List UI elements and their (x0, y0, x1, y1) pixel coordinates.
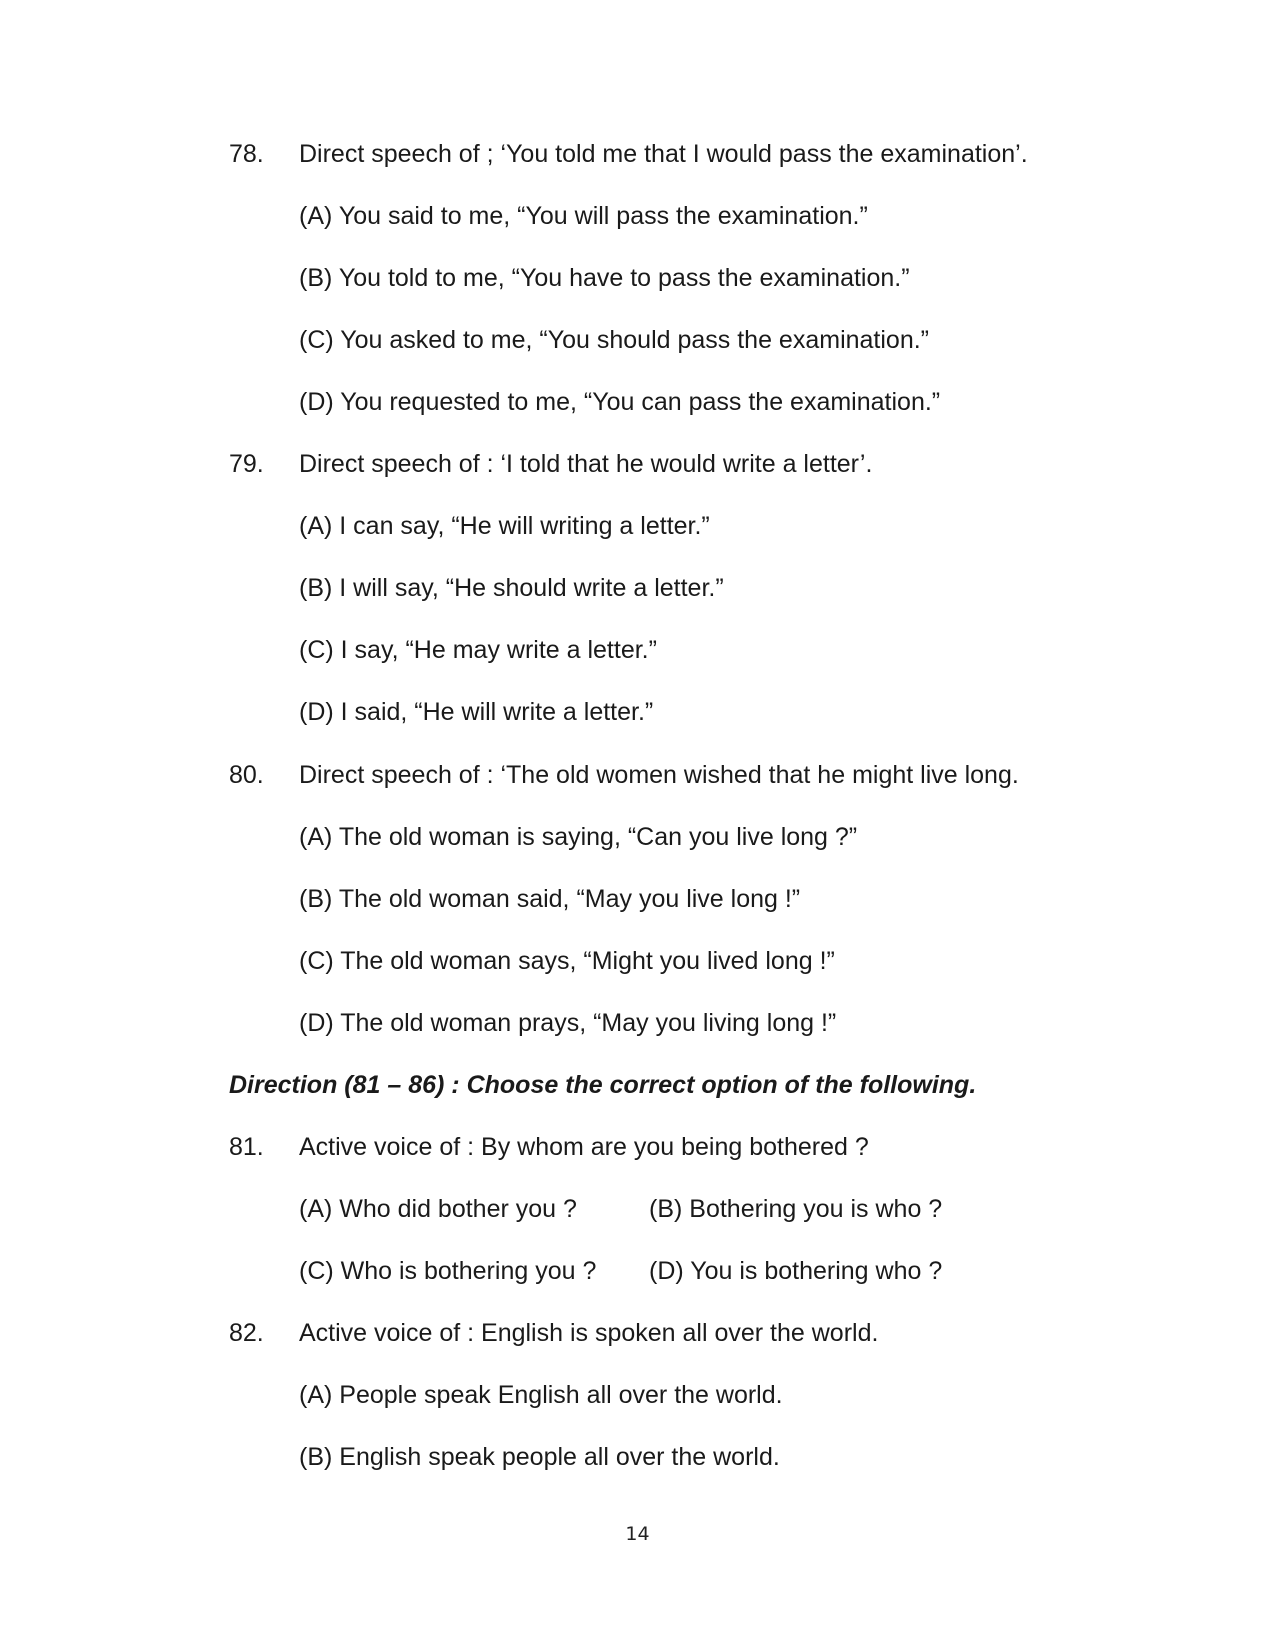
question-text: Active voice of : By whom are you being bothered ? (299, 1133, 869, 1161)
option-text: (D) I said, “He will write a letter.” (299, 698, 654, 726)
option-text: (C) You asked to me, “You should pass the examination.” (299, 326, 930, 354)
question-number: 81. (229, 1133, 264, 1161)
question-number: 79. (229, 450, 264, 478)
option-text: (B) You told to me, “You have to pass the examination.” (299, 264, 910, 292)
question-text: Direct speech of : ‘I told that he would write a letter’. (299, 450, 873, 478)
option-text: (B) The old woman said, “May you live long !” (299, 885, 801, 913)
option-text: (D) The old woman prays, “May you living long !” (299, 1009, 837, 1037)
option-text: (C) I say, “He may write a letter.” (299, 636, 657, 664)
option-text: (C) The old woman says, “Might you lived long !” (299, 947, 835, 975)
option-text: (A) I can say, “He will writing a letter.” (299, 512, 710, 540)
page-number: 14 (625, 1523, 650, 1545)
direction-heading: Direction (81 – 86) : Choose the correct option of the following. (229, 1071, 977, 1099)
question-number: 78. (229, 140, 264, 168)
option-a-text: (A) Who did bother you ? (299, 1195, 577, 1223)
question-text: Direct speech of ; ‘You told me that I would pass the examination’. (299, 140, 1028, 168)
option-text: (B) English speak people all over the world. (299, 1443, 780, 1471)
option-text: (B) I will say, “He should write a letter.” (299, 574, 724, 602)
option-b-text: (B) Bothering you is who ? (649, 1195, 943, 1223)
option-c-text: (C) Who is bothering you ? (299, 1257, 597, 1285)
option-text: (A) You said to me, “You will pass the examination.” (299, 202, 868, 230)
option-d-text: (D) You is bothering who ? (649, 1257, 943, 1285)
option-text: (D) You requested to me, “You can pass the examination.” (299, 388, 941, 416)
question-number: 80. (229, 761, 264, 789)
question-text: Direct speech of : ‘The old women wished that he might live long. (299, 761, 1019, 789)
option-text: (A) People speak English all over the world. (299, 1381, 783, 1409)
question-number: 82. (229, 1319, 264, 1347)
question-text: Active voice of : English is spoken all over the world. (299, 1319, 879, 1347)
option-text: (A) The old woman is saying, “Can you live long ?” (299, 823, 858, 851)
